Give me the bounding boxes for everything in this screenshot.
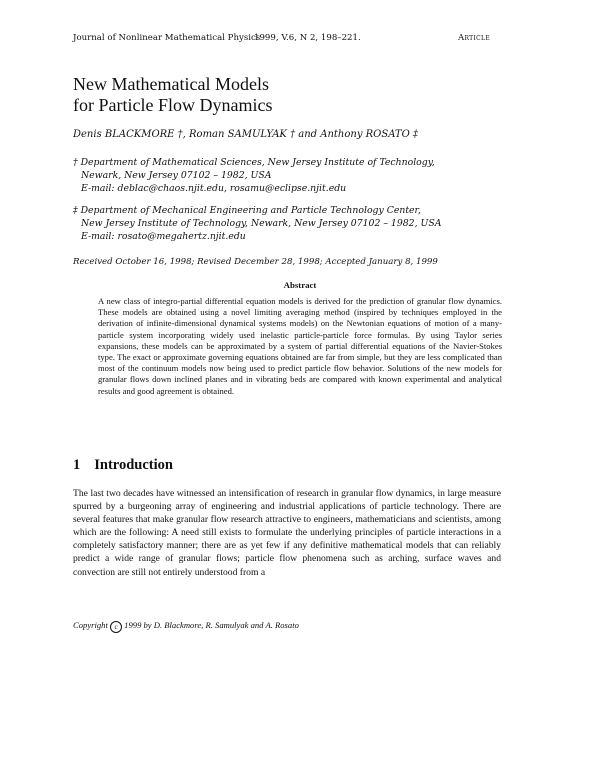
- abstract-text: A new class of integro-partial differential equation models is derived for the prediction of granular flow dynamics. These models are obtained using a novel limiting averaging method (inspired by techniques employed in the derivation of infinite-dimensional dynamical systems models) on the Newtonian equations of motion of a many-particle system incorporating widely used inelastic particle-particle force formulas. By using Taylor series expansions, these models can be approximated by a system of partial differential equations of the Navier-Stokes type. The exact or approximate governing equations obtained are far from simple, but they are less complicated than most of the continuum models now being used to predict particle flow behavior. Solutions of the new models for granular flows down inclined planes and in vibrating beds are compared with known experimental and analytical results and good agreement is obtained.: [98, 296, 502, 396]
- journal-issue: 1999, V.6, N 2, 198–221.: [254, 33, 361, 43]
- introduction-text: The last two decades have witnessed an intensification of research in granular flow dynamics, in large measure spurred by a burgeoning array of engineering and industrial applications of particle technology. There are several features that make granular flow research attractive to engineers, mathematicians and scientists, among which are the following: A need still exists to formulate the underlying principles of particle interactions in a completely satisfactory manner; there are as yet few if any definitive mathematical models that can reliably predict a wide range of granular flows; particle flow phenomena such as arching, surface waves and convection are still not entirely understood from a: [73, 488, 501, 578]
- copyright-notice: [73, 620, 299, 633]
- affiliation-1-email: E-mail: deblac@chaos.njit.edu, rosamu@eclipse.njit.edu: [81, 183, 347, 194]
- affiliation-1: [73, 156, 435, 195]
- affiliation-1-dept: † Department of Mathematical Sciences, New Jersey Institute of Technology,: [73, 157, 435, 168]
- title-line-2: for Particle Flow Dynamics: [73, 95, 273, 115]
- section-title: Introduction: [94, 457, 173, 473]
- journal-name: Journal of Nonlinear Mathematical Physics: [73, 33, 261, 43]
- paper-title: [73, 74, 272, 116]
- affiliation-2-dept: ‡ Department of Mechanical Engineering and Particle Technology Center,: [73, 205, 421, 216]
- section-heading: [73, 457, 173, 474]
- abstract-heading: Abstract: [283, 280, 317, 290]
- affiliation-1-address: Newark, New Jersey 07102 – 1982, USA: [81, 170, 272, 181]
- received-dates: Received October 16, 1998; Revised December 28, 1998; Accepted January 8, 1999: [73, 257, 438, 267]
- copyright-icon: c: [110, 621, 122, 633]
- article-type: Article: [457, 33, 490, 43]
- affiliation-2-address: New Jersey Institute of Technology, Newark, New Jersey 07102 – 1982, USA: [81, 218, 442, 229]
- affiliation-2: [73, 204, 441, 243]
- authors: Denis BLACKMORE †, Roman SAMULYAK † and Anthony ROSATO ‡: [73, 129, 418, 140]
- affiliation-2-email: E-mail: rosato@megahertz.njit.edu: [81, 231, 246, 242]
- title-line-1: New Mathematical Models: [73, 74, 269, 94]
- copyright-prefix: Copyright: [73, 620, 108, 630]
- copyright-holders: 1999 by D. Blackmore, R. Samulyak and A. Rosato: [124, 620, 299, 630]
- section-number: 1: [73, 457, 81, 473]
